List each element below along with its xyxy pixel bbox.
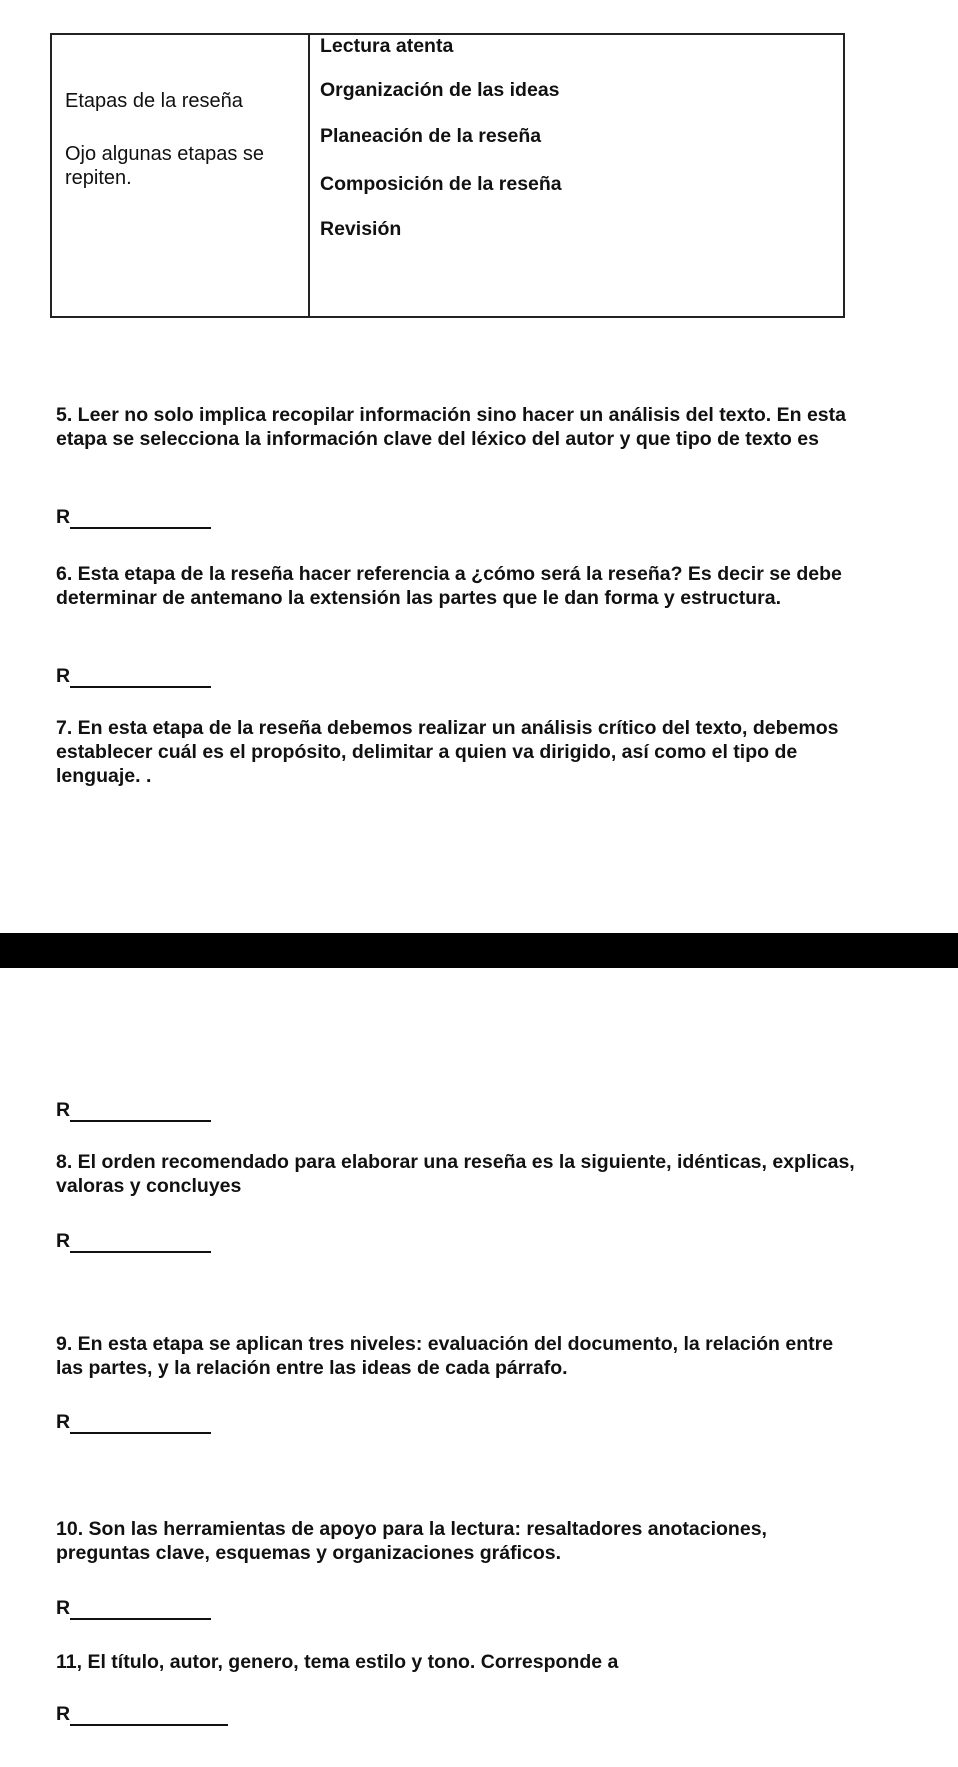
question-6: 6. Esta etapa de la reseña hacer referencia a ¿cómo será la reseña? Es decir se debe determinar de antemano la extensión las partes que le dan forma y estructura. bbox=[56, 563, 842, 609]
answer-prefix: R bbox=[56, 1597, 71, 1619]
answer-input-11[interactable] bbox=[70, 1702, 228, 1726]
stage-item: Revisión bbox=[320, 218, 402, 240]
answer-prefix: R bbox=[56, 1703, 71, 1725]
question-10: 10. Son las herramientas de apoyo para la lectura: resaltadores anotaciones, preguntas clave, esquemas y organizaciones gráficos. bbox=[56, 1518, 767, 1564]
answer-line-10 bbox=[56, 1596, 211, 1620]
question-5: 5. Leer no solo implica recopilar información sino hacer un análisis del texto. En esta etapa se selecciona la información clave del léxico del autor y que tipo de texto es bbox=[56, 404, 846, 450]
stage-item: Planeación de la reseña bbox=[320, 125, 542, 147]
answer-line-9 bbox=[56, 1410, 211, 1434]
answer-input-5[interactable] bbox=[70, 505, 211, 529]
answer-input-8[interactable] bbox=[70, 1229, 211, 1253]
redaction-bar bbox=[0, 933, 958, 968]
answer-line-6 bbox=[56, 664, 211, 688]
answer-line-11 bbox=[56, 1702, 228, 1726]
stages-list-cell bbox=[310, 35, 843, 316]
answer-prefix: R bbox=[56, 506, 71, 528]
stage-item: Organización de las ideas bbox=[320, 79, 560, 101]
answer-input-10[interactable] bbox=[70, 1596, 211, 1620]
stages-title: Etapas de la reseña bbox=[65, 90, 243, 112]
stage-item: Composición de la reseña bbox=[320, 173, 562, 195]
question-11: 11, El título, autor, genero, tema estilo y tono. Corresponde a bbox=[56, 1651, 619, 1673]
answer-input-7[interactable] bbox=[70, 1098, 211, 1122]
answer-prefix: R bbox=[56, 1099, 71, 1121]
question-9: 9. En esta etapa se aplican tres niveles: evaluación del documento, la relación entre las partes, y la relación entre las ideas de cada párrafo. bbox=[56, 1333, 834, 1379]
question-7: 7. En esta etapa de la reseña debemos realizar un análisis crítico del texto, debemos establecer cuál es el propósito, delimitar a quien va dirigido, así como el tipo de lenguaje. . bbox=[56, 717, 839, 787]
answer-input-6[interactable] bbox=[70, 664, 211, 688]
stages-table bbox=[50, 33, 845, 318]
stages-label-cell bbox=[52, 35, 310, 316]
answer-line-5 bbox=[56, 505, 211, 529]
answer-prefix: R bbox=[56, 1411, 71, 1433]
answer-prefix: R bbox=[56, 665, 71, 687]
answer-input-9[interactable] bbox=[70, 1410, 211, 1434]
answer-line-7 bbox=[56, 1098, 211, 1122]
stages-note: Ojo algunas etapas se repiten. bbox=[65, 143, 265, 189]
question-8: 8. El orden recomendado para elaborar una reseña es la siguiente, idénticas, explicas, valoras y concluyes bbox=[56, 1151, 855, 1197]
answer-line-8 bbox=[56, 1229, 211, 1253]
stage-item: Lectura atenta bbox=[320, 35, 454, 57]
answer-prefix: R bbox=[56, 1230, 71, 1252]
